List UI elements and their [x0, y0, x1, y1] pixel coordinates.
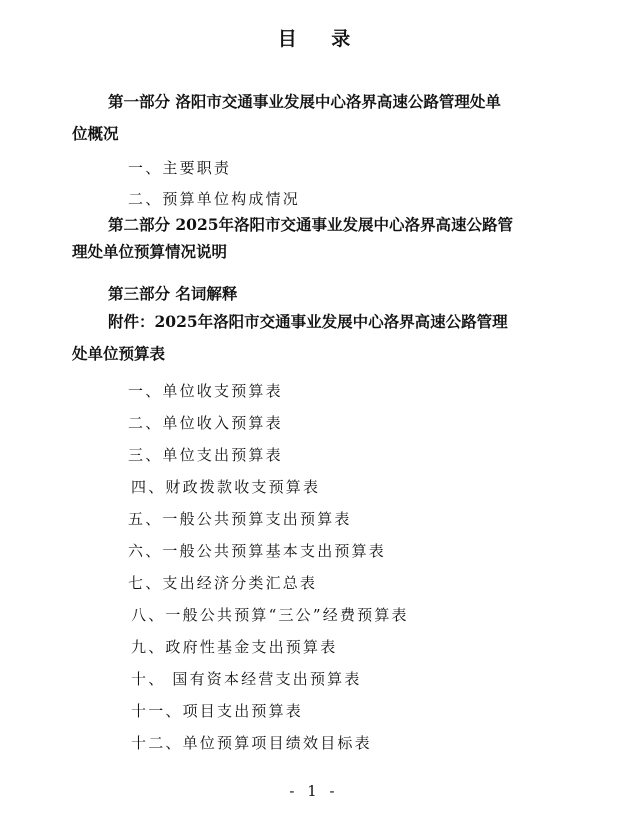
toc-item-table-5: 五、一般公共预算支出预算表 [128, 510, 352, 528]
part2-heading-line2: 理处单位预算情况说明 [72, 242, 228, 261]
toc-item-table-10: 十、 国有资本经营支出预算表 [131, 670, 362, 688]
part2-heading-line1: 第二部分 2025年洛阳市交通事业发展中心洛界高速公路管 [108, 215, 514, 234]
toc-item-table-8: 八、一般公共预算“三公”经费预算表 [131, 606, 409, 624]
part1-heading-line1: 第一部分 洛阳市交通事业发展中心洛界高速公路管理处单 [108, 92, 501, 111]
toc-item-table-1: 一、单位收支预算表 [128, 382, 283, 400]
attachment-heading-line2: 处单位预算表 [72, 344, 166, 363]
toc-item-table-7: 七、支出经济分类汇总表 [128, 574, 318, 592]
attachment-heading-line1: 附件：2025年洛阳市交通事业发展中心洛界高速公路管理 [108, 312, 508, 331]
toc-item-table-4: 四、财政拨款收支预算表 [131, 478, 321, 496]
toc-title: 目 录 [277, 28, 365, 50]
toc-item-table-11: 十一、项目支出预算表 [131, 702, 304, 720]
toc-item-table-6: 六、一般公共预算基本支出预算表 [128, 542, 387, 560]
toc-item-unit-composition: 二、预算单位构成情况 [128, 190, 301, 208]
toc-item-table-9: 九、政府性基金支出预算表 [131, 638, 338, 656]
part3-heading: 第三部分 名词解释 [108, 284, 238, 303]
part1-heading-line2: 位概况 [72, 124, 119, 143]
toc-item-table-3: 三、单位支出预算表 [128, 446, 283, 464]
toc-item-table-12: 十二、单位预算项目绩效目标表 [131, 734, 372, 752]
toc-item-responsibilities: 一、主要职责 [128, 159, 232, 177]
toc-item-table-2: 二、单位收入预算表 [128, 414, 283, 432]
page-number: - 1 - [289, 782, 339, 800]
